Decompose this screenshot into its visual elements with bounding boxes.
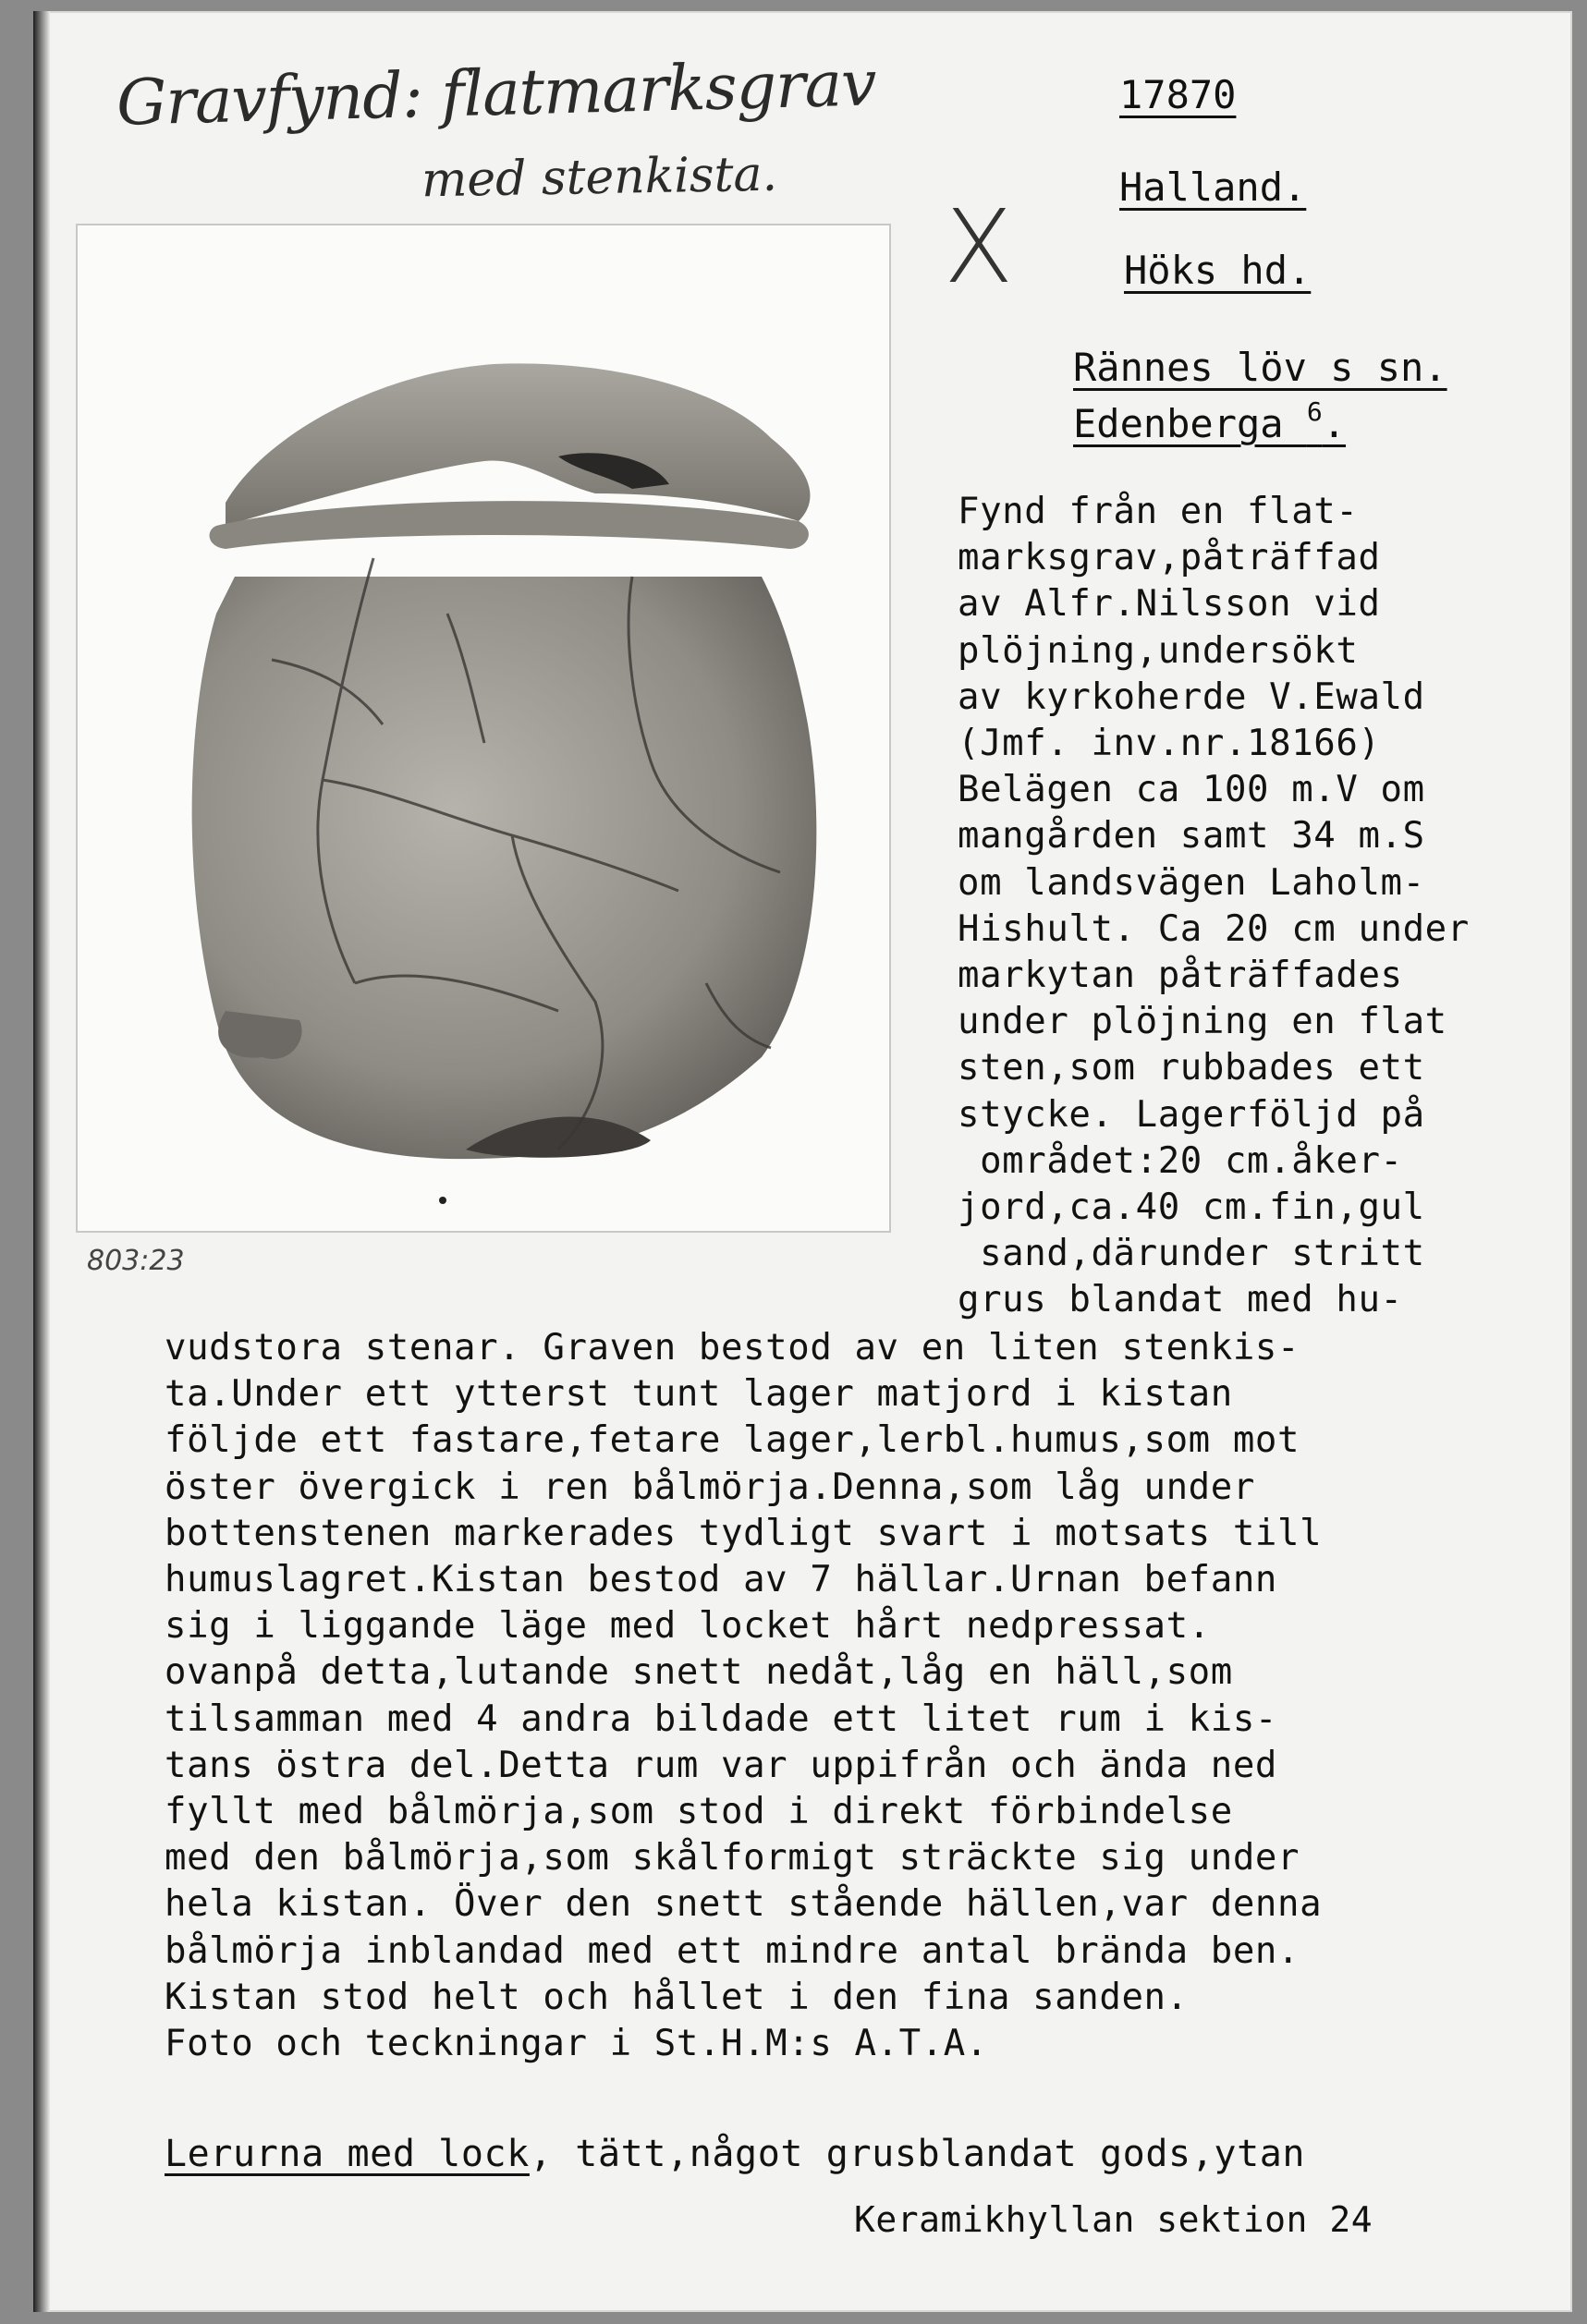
urn-with-lid-illustration — [78, 225, 889, 1231]
object-title: Lerurna med lock — [165, 2133, 530, 2175]
district-field: Höks hd. — [1124, 248, 1312, 293]
place-field — [1073, 396, 1347, 446]
place-name: Edenberga — [1073, 401, 1307, 446]
catalog-card — [33, 11, 1572, 2312]
place-end: . — [1322, 401, 1347, 446]
object-description-line — [165, 2133, 1305, 2175]
inventory-number: 17870 — [1119, 72, 1237, 117]
object-description: , tätt,något grusblandat gods,ytan — [529, 2133, 1306, 2175]
handwritten-subheading: med stenkista. — [421, 146, 778, 209]
handwritten-heading: Gravfynd: flatmarksgrav — [116, 47, 877, 140]
cross-mark: X — [944, 188, 1014, 306]
shelf-label: Keramikhyllan sektion 24 — [854, 2199, 1373, 2240]
photo-negative-number: 803:23 — [87, 1245, 185, 1277]
place-superscript: 6 — [1306, 396, 1323, 427]
description-body: vudstora stenar. Graven bestod av en liten stenkis- ta.Under ett ytterst tunt lager matjord i kistan följde ett fastare,fetare lager,lerbl.humus,som mot öster övergick i ren bålmörja.Denna,som låg under bottenstenen markerades tydligt svart i motsats till humuslagret.Kistan bestod av 7 hällar.Urnan befann sig i liggande läge med locket hårt nedpressat. ovanpå detta,lutande snett nedåt,låg en häll,som tilsamman med 4 andra bildade ett litet rum i kis- tans östra del.Detta rum var uppifrån och ända ned fyllt med bålmörja,som stod i direkt förbindelse med den bålmörja,som skålformigt sträckte sig under hela kistan. Över den snett stående hällen,var denna bålmörja inblandad med ett mindre antal brända ben. Kistan stod helt och hållet i den fina sanden. Foto och teckningar i St.H.M:s A.T.A. — [165, 1327, 1323, 2065]
urn-photograph — [76, 224, 891, 1233]
parish-field: Rännes löv s sn. — [1073, 345, 1447, 390]
description-column: Fynd från en flat- marksgrav,påträffad av Alfr.Nilsson vid plöjning,undersökt av kyrkoherde V.Ewald (Jmf. inv.nr.18166) Belägen ca 100 m.V om mangården samt 34 m.S om landsvägen Laholm- Hishult. Ca 20 cm under markytan påträffades under plöjning en flat sten,som rubbades ett stycke. Lagerföljd på området:20 cm.åker- jord,ca.40 cm.fin,gul sand,därunder stritt grus blandat med hu- — [958, 491, 1470, 1321]
province-field: Halland. — [1119, 164, 1307, 210]
